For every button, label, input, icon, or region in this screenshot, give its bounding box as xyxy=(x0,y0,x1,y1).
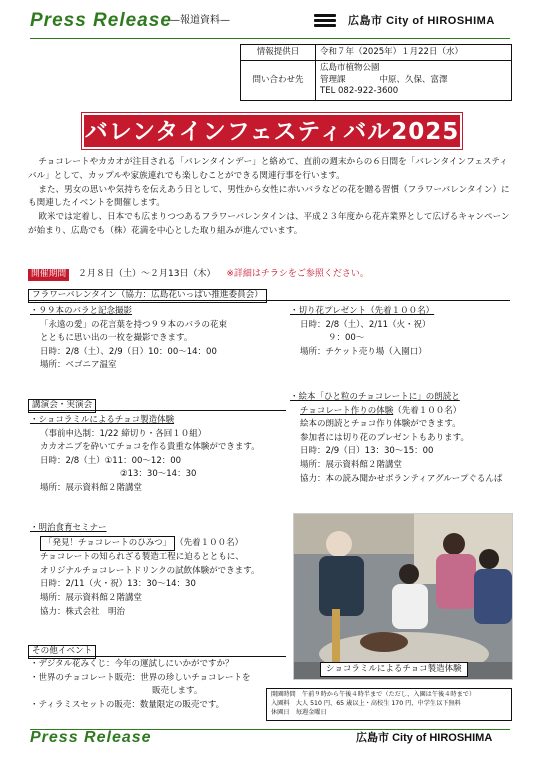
hiroshima-logo-icon xyxy=(314,14,336,28)
roses-block xyxy=(30,305,285,373)
city-name-en: City of HIROSHIMA xyxy=(386,15,495,27)
meiji-subtitle: 「発見！チョコレートのひみつ」 xyxy=(40,536,175,552)
book-desc: 絵本の朗読とチョコ作り体験ができます。 xyxy=(300,419,461,430)
roses-desc: 「永遠の愛」の花言葉を持つ９９本のバラの花束 xyxy=(40,319,228,330)
photo-caption: ショコラミルによるチョコ製造体験 xyxy=(320,662,468,677)
footer-city-name xyxy=(356,731,492,746)
info-date-key: 情報提供日 xyxy=(241,45,316,61)
intro-paragraph: 欧米では定着し、日本でも広まりつつあるフラワーバレンタインは、平成２３年度から花卉業界として広げるキャンペーンが始まり、広島でも（株）花満を中心とした取り組みが進んでいます。 xyxy=(28,212,510,236)
period-note: ※詳細はチラシをご参照ください。 xyxy=(226,269,369,279)
section-rule xyxy=(28,656,286,657)
choco-date: 日時：2/8（土）①11：00～12：00 xyxy=(40,455,182,466)
contact-tel: TEL 082-922-3600 xyxy=(320,86,399,97)
flower-valentine-heading: フラワーバレンタイン（協力：広島花いっぱい推進委員会） xyxy=(28,289,267,303)
intro-paragraph: また、男女の思いや気持ちを伝えあう日として、男性から女性に赤いバラなどの花を贈る習慣（フラワーバレンタイン）にも関連したイベントを開催します。 xyxy=(28,184,510,209)
city-name xyxy=(348,14,495,29)
other-event-item: 販売します。 xyxy=(152,686,203,697)
meiji-desc: オリジナルチョコレートドリンクの試飲体験ができます。 xyxy=(40,565,260,576)
contact-dept: 管理課 中原、久保、富澤 xyxy=(320,74,448,85)
meiji-date: 日時：2/11（火・祝）13：30～14：30 xyxy=(40,579,196,590)
picture-book-block xyxy=(290,391,515,486)
other-event-item: ・世界のチョコレート販売：世界の珍しいチョコレートを xyxy=(30,672,251,683)
meiji-seminar-block xyxy=(30,522,292,619)
meiji-place: 場所：展示資料館２階講堂 xyxy=(40,592,143,603)
section-rule xyxy=(28,300,510,301)
info-contact-value xyxy=(316,61,512,100)
meiji-title: ・明治食育セミナー xyxy=(30,523,107,533)
event-photo-image xyxy=(294,514,513,680)
book-title: ・絵本「ひと粒のチョコレートに」の朗読と xyxy=(290,392,460,402)
book-place: 場所：展示資料館２階講堂 xyxy=(300,459,403,470)
book-title: チョコレート作りの体験 xyxy=(300,405,394,416)
period-label: 開催期間 xyxy=(28,269,69,281)
other-event-item: ・ティラミスセットの販売：数量限定の販売です。 xyxy=(30,699,225,710)
city-name-jp: 広島市 xyxy=(348,15,383,27)
park-hours-box xyxy=(266,688,512,721)
section-rule xyxy=(28,410,286,411)
event-photo xyxy=(293,513,513,680)
roses-title: ・９９本のバラと記念撮影 xyxy=(30,306,133,316)
hours-open: 開園時間 午前９時から午後４時半まで（ただし、入園は午後４時まで） xyxy=(271,691,476,698)
choco-date: ②13：30～14：30 xyxy=(120,469,197,480)
info-contact-key: 問い合わせ先 xyxy=(241,61,316,100)
chocolate-mill-block xyxy=(30,414,290,496)
info-table xyxy=(240,44,512,101)
choco-desc: カカオニブを砕いてチョコを作る貴重な体験ができます。 xyxy=(40,442,260,453)
choco-title: ・ショコラミルによるチョコ製造体験 xyxy=(30,415,175,425)
event-title-banner: バレンタインフェスティバル2025 xyxy=(82,113,462,149)
cut-flower-block xyxy=(290,305,512,359)
book-capacity: （先着１００名） xyxy=(393,405,462,416)
other-events-heading: その他イベント xyxy=(28,645,96,659)
meiji-cooperation: 協力：株式会社 明治 xyxy=(40,606,126,617)
meiji-desc: チョコレートの知られざる製造工程に迫るとともに、 xyxy=(40,552,244,563)
intro-paragraph: チョコレートやカカオが注目される「バレンタインデー」と絡めて、直前の週末からの６日間を「バレンタインフェスティバル」として、カップルや家族連れでも楽しむことができる関連行事を行います。 xyxy=(28,157,508,181)
book-date: 日時：2/9（日）13：30～15：00 xyxy=(300,446,434,457)
hours-closed: 休園日 毎週金曜日 xyxy=(271,708,327,716)
other-event-item: ・デジタル花みくじ：今年の運試しにいかがですか？ xyxy=(30,659,234,669)
header-rule xyxy=(30,38,510,39)
cut-flower-date: 日時：2/8（土）、2/11（火・祝） xyxy=(300,319,431,330)
cut-flower-place: 場所：チケット売り場（入園口） xyxy=(300,346,427,357)
choco-registration: （事前申込制：1/22 締切り・各回１０組） xyxy=(40,428,207,439)
roses-place: 場所：ベゴニア温室 xyxy=(40,360,117,371)
other-events-list xyxy=(30,658,292,712)
info-date-value: 令和７年（2025年）１月22日（水） xyxy=(316,45,512,61)
book-cooperation: 協力：本の読み聞かせボランティアグループぐるんぱ xyxy=(300,473,503,484)
meiji-capacity: （先着１００名） xyxy=(175,537,244,548)
roses-desc: とともに思い出の一枚を撮影できます。 xyxy=(40,333,193,344)
period-dates: ２月８日（土）～２月13日（木） xyxy=(78,269,216,279)
choco-place: 場所：展示資料館２階講堂 xyxy=(40,482,143,493)
cut-flower-time: ９：00～ xyxy=(328,333,365,344)
roses-date: 日時：2/8（土）、2/9（日）10：00～14：00 xyxy=(40,346,217,357)
press-release-subtitle: —報道資料— xyxy=(170,15,230,26)
press-release-footer: Press Release xyxy=(30,729,152,746)
period-text xyxy=(78,268,369,280)
footer-city-jp: 広島市 xyxy=(356,732,389,744)
press-release-heading: Press Release xyxy=(30,10,172,31)
lecture-heading: 講演会・実演会 xyxy=(28,399,96,413)
intro-text xyxy=(28,156,512,239)
hours-fee: 入園料 大人 510 円、65 歳以上・高校生 170 円、中学生以下無料 xyxy=(271,699,461,707)
footer-city-en: City of HIROSHIMA xyxy=(392,732,493,744)
cut-flower-title: ・切り花プレゼント（先着１００名） xyxy=(290,306,435,316)
contact-org: 広島市植物公園 xyxy=(320,63,380,74)
book-desc: 参加者には切り花のプレゼントもあります。 xyxy=(300,432,469,443)
